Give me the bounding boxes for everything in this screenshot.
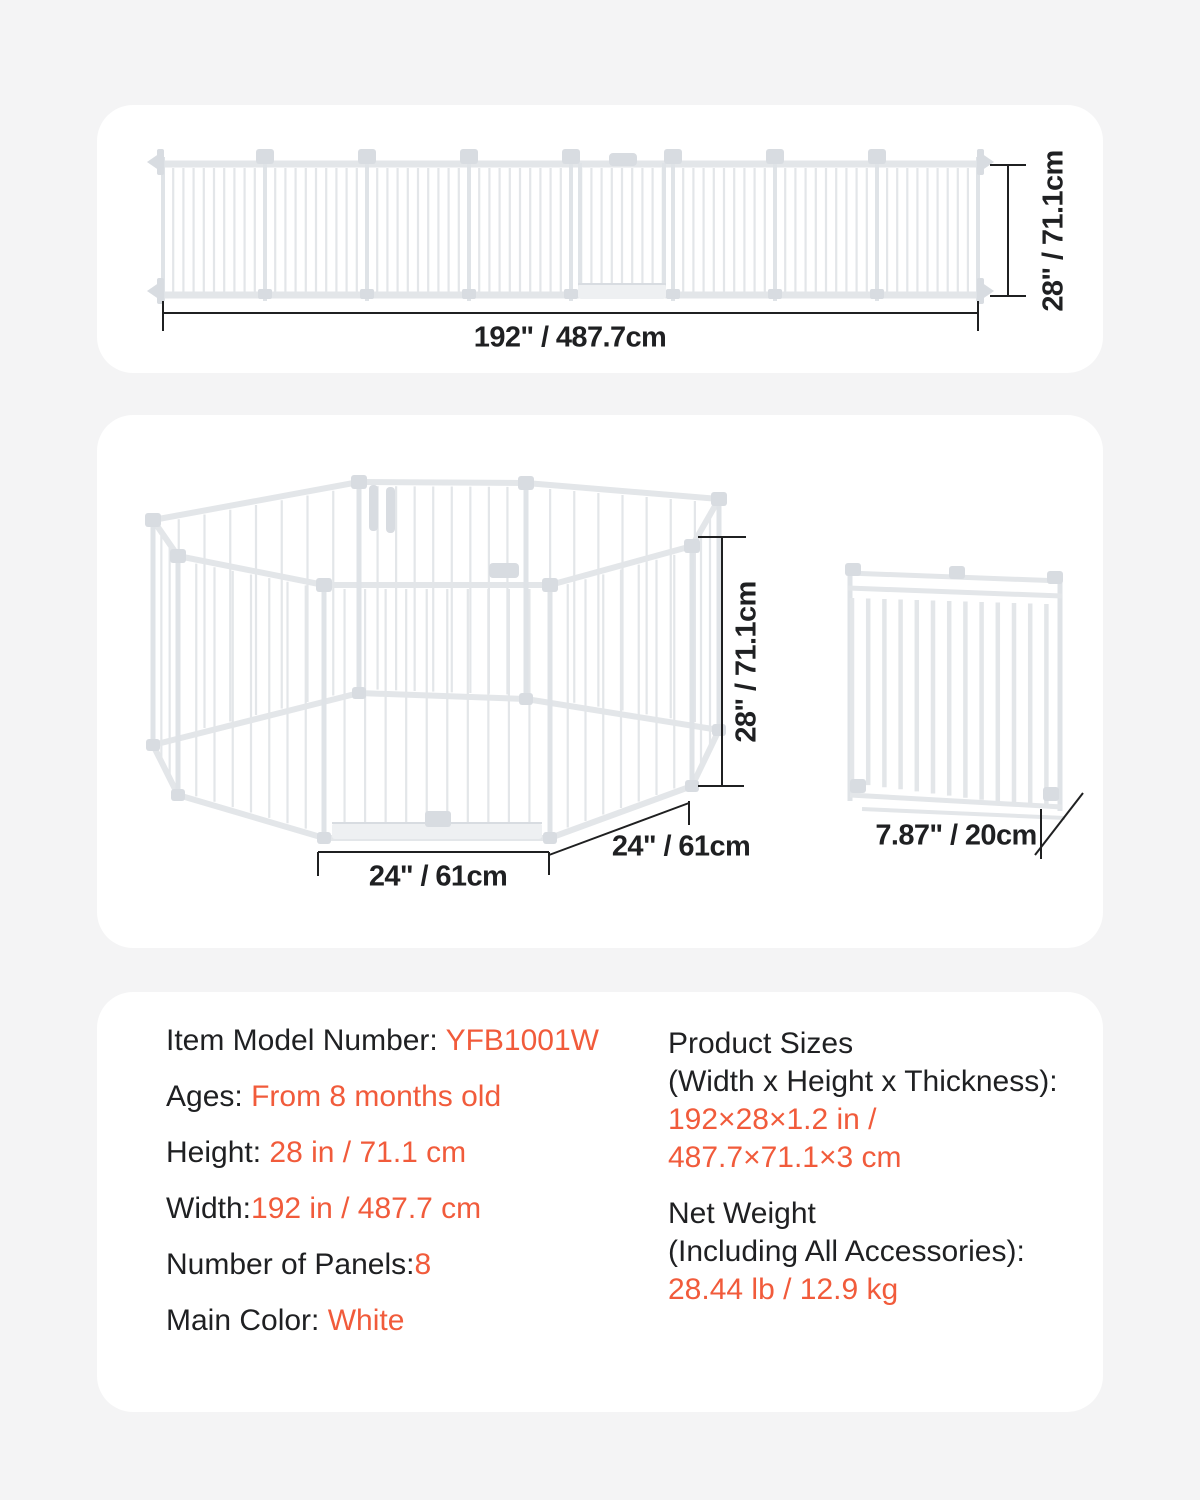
- spec-row-width: [166, 1192, 599, 1226]
- spec-row-ages: [166, 1080, 599, 1114]
- spec-row-color: [166, 1304, 599, 1338]
- flat-layout-card: [97, 105, 1103, 373]
- spec-value: 8: [414, 1248, 432, 1281]
- spec-label: Ages:: [166, 1080, 252, 1113]
- flat-width-dimension-label: 192" / 487.7cm: [473, 321, 667, 354]
- net-weight-value-line1: 28.44 lb / 12.9 kg: [668, 1273, 899, 1306]
- spec-label: Width:: [166, 1192, 252, 1225]
- spec-label: Item Model Number:: [166, 1024, 446, 1057]
- product-sizes-value-line2: 487.7×71.1×3 cm: [668, 1141, 902, 1174]
- product-sizes-title-line2: (Width x Height x Thickness):: [668, 1065, 1058, 1098]
- flat-height-dimension-label: 28" / 71.1cm: [1037, 150, 1070, 312]
- product-sizes-title-line1: Product Sizes: [668, 1027, 854, 1060]
- spec-label: Number of Panels:: [166, 1248, 415, 1281]
- specs-left-column: [166, 1024, 599, 1360]
- specs-card: [97, 992, 1103, 1412]
- pen-front-width-dimension-label: 24" / 61cm: [368, 860, 508, 893]
- specs-right-column: [668, 1025, 1058, 1309]
- spec-value: 192 in / 487.7 cm: [251, 1192, 482, 1225]
- pen-side-width-dimension-label: 24" / 61cm: [611, 830, 751, 863]
- spec-row-height: [166, 1136, 599, 1170]
- octagon-pen-card: [97, 415, 1103, 948]
- spec-row-model: [166, 1024, 599, 1058]
- folded-depth-dimension-label: 7.87" / 20cm: [875, 819, 1037, 852]
- spec-value: YFB1001W: [445, 1024, 599, 1057]
- spec-value: From 8 months old: [251, 1080, 502, 1113]
- octagon-pen-drawing: [97, 415, 1103, 948]
- product-sizes-value-line1: 192×28×1.2 in /: [668, 1103, 877, 1136]
- spec-value: White: [327, 1304, 405, 1337]
- pen-height-dimension-label: 28" / 71.1cm: [730, 581, 763, 743]
- spec-label: Height:: [166, 1136, 270, 1169]
- net-weight-title-line1: Net Weight: [668, 1197, 816, 1230]
- spec-row-panels: [166, 1248, 599, 1282]
- spec-value: 28 in / 71.1 cm: [269, 1136, 467, 1169]
- spec-label: Main Color:: [166, 1304, 328, 1337]
- net-weight-title-line2: (Including All Accessories):: [668, 1235, 1025, 1268]
